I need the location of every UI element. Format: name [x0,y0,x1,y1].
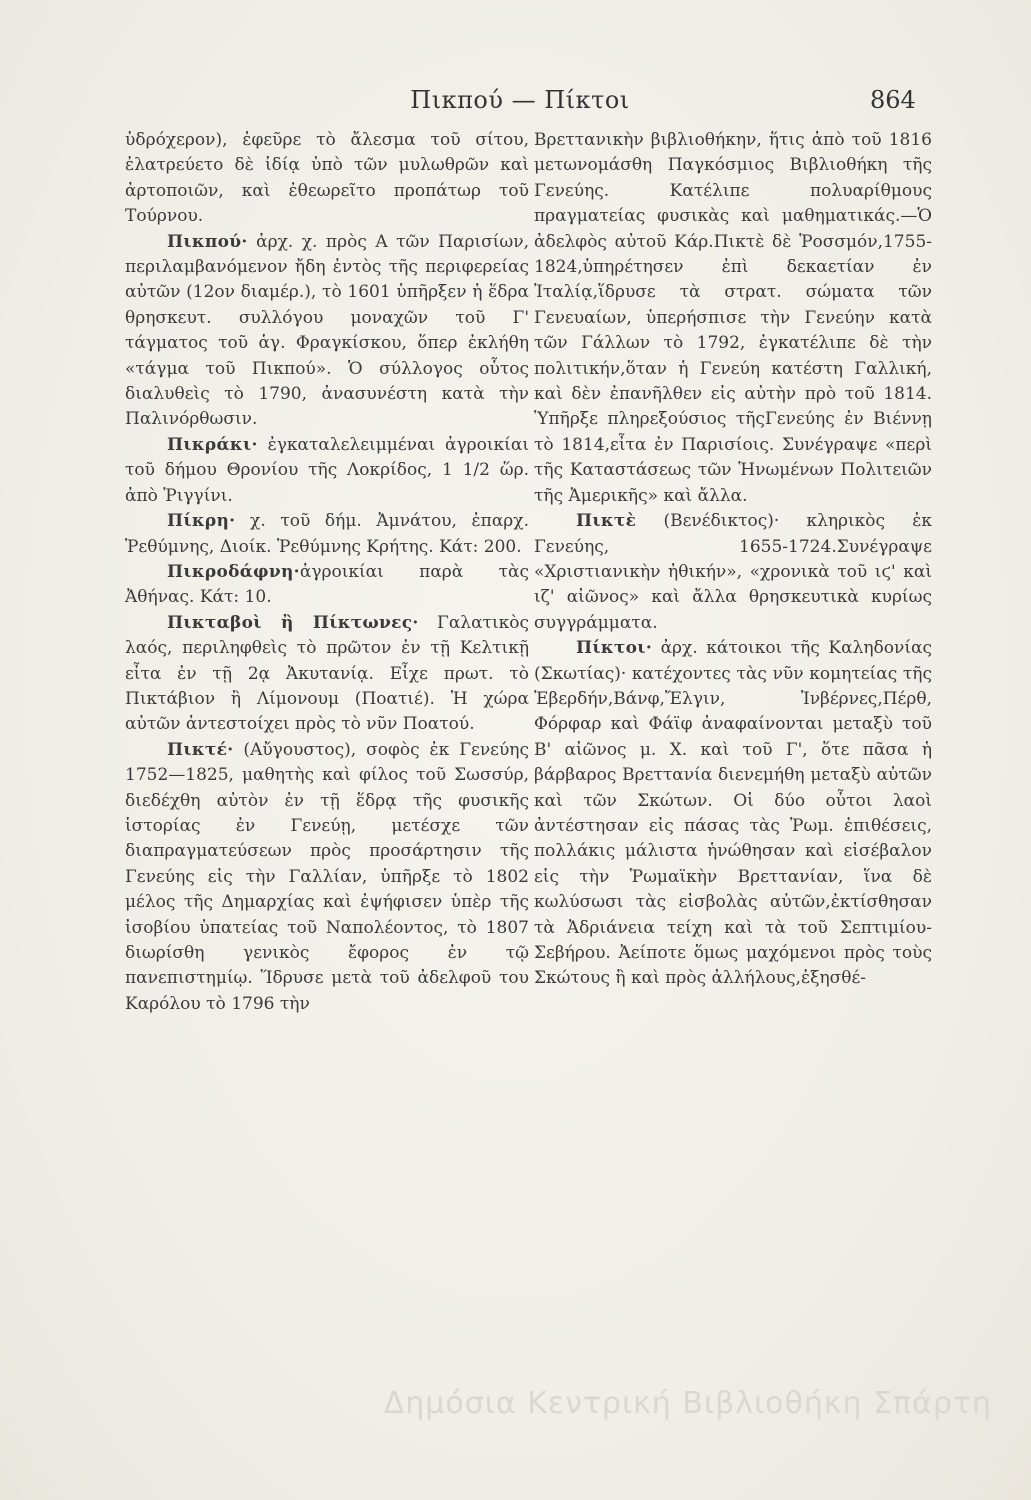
entry-headword: Πικροδάφνη· [167,561,300,582]
entry-pikte-benedictus [534,509,932,636]
library-watermark: Δημόσια Κεντρική Βιβλιοθήκη Σπάρτη [383,1386,992,1421]
entry-headword: Πικπού· [167,231,248,252]
entry-piktoi [534,636,932,992]
entry-text: ὑδρόχερον), ἐφεῦρε τὸ ἄλεσμα τοῦ σίτου, ἐλατρεύετο δὲ ἰδίᾳ ὑπὸ τῶν μυλωθρῶν καὶ ἀρτοποιῶν, καὶ ἐθεωρεῖτο προπάτωρ τοῦ Τούρνου. [125,130,529,227]
entry-text: Βρεττανικὴν βιβλιοθήκην, ἥτις ἀπὸ τοῦ 1816 μετωνομάσθη Παγκόσμιος Βιβλιοθήκη τῆς Γενεύης. Κατέλιπε πολυαρίθμους πραγματείας φυσικὰς καὶ μαθηματικάς.—Ὁ ἀδελφὸς αὐτοῦ Κάρ.Πικτὲ δὲ Ῥοσσμόν,1755-1824,ὑπηρέτησεν ἐπὶ δεκαετίαν ἐν Ἰταλίᾳ,ἵδρυσε τὰ στρατ. σώματα τῶν Γενευαίων, ὑπερήσπισε τὴν Γενεύην κατὰ τῶν Γάλλων τὸ 1792, ἐγκατέλιπε δὲ τὴν πολιτικήν,ὅταν ἡ Γενεύη κατέστη Γαλλική, καὶ δὲν ἐπανῆλθεν εἰς αὐτὴν πρὸ τοῦ 1814. Ὑπῆρξε πληρεξούσιος τῆςΓενεύης ἐν Βιέννῃ τὸ 1814,εἶτα ἐν Παρισίοις. Συνέγραψε «περὶ τῆς Καταστάσεως τῶν Ἡνωμένων Πολιτειῶν τῆς Ἀμερικῆς» καὶ ἄλλα. [534,130,932,506]
entry-text: ἐγκαταλελειμμέναι ἀγροικίαι τοῦ δήμου Θρονίου τῆς Λοκρίδος, 1 1/2 ὥρ. ἀπὸ Ῥιγγίνι. [125,434,529,506]
entry-headword: Πικράκι· [167,434,258,455]
entry-pikri [125,509,529,560]
entry-piktavoi [125,611,529,738]
entry-pikrodafni [125,560,529,611]
entry-continuation [534,128,932,509]
entry-text: ἀρχ. χ. πρὸς Α τῶν Παρισίων, περιλαμβανόμενον ἤδη ἐντὸς τῆς περιφερείας αὐτῶν (12ον διαμέρ.), τὸ 1601 ὑπῆρξεν ἡ ἕδρα θρησκευτ. συλλόγου μοναχῶν τοῦ Γ' τάγματος τοῦ ἁγ. Φραγκίσκου, ὅπερ ἐκλήθη «τάγμα τοῦ Πικπού». Ὁ σύλλογος οὗτος διαλυθεὶς τὸ 1790, ἀνασυνέστη κατὰ τὴν Παλινόρθωσιν. [125,231,529,430]
entry-pikte-augustus [125,738,529,1017]
page-header [0,86,1031,126]
page-number: 864 [870,86,916,114]
entry-text: ἀρχ. κάτοικοι τῆς Καληδονίας (Σκωτίας)· κατέχοντες τὰς νῦν κομητείας τῆς Ἐβερδήν,Βάνφ,Ἔλγιν, Ἰνβέρνες,Πέρθ, Φόρφαρ καὶ Φάϊφ ἀναφαίνονται μεταξὺ τοῦ Β' αἰῶνος μ. Χ. καὶ τοῦ Γ', ὅτε πᾶσα ἡ βάρβαρος Βρεττανία διενεμήθη μεταξὺ αὐτῶν καὶ τῶν Σκώτων. Οἱ δύο οὗτοι λαοὶ ἀντέστησαν εἰς πάσας τὰς Ῥωμ. ἐπιθέσεις, πολλάκις μάλιστα ἡνώθησαν καὶ εἰσέβαλον εἰς τὴν Ῥωμαϊκὴν Βρεττανίαν, ἵνα δὲ κωλύσωσι τὰς εἰσβολὰς αὐτῶν,ἐκτίσθησαν τὰ Ἀδριάνεια τείχη καὶ τὰ τοῦ Σεπτιμίου-Σεβήρου. Ἀείποτε ὅμως μαχόμενοι πρὸς τοὺς Σκώτους ἢ καὶ πρὸς ἀλλήλους,ἐξησθέ- [534,638,932,989]
entry-headword: Πικταβοὶ ἢ Πίκτωνες· [167,612,419,633]
entry-continuation [125,128,529,230]
entry-pikpou [125,230,529,433]
entry-headword: Πίκρη· [167,511,236,532]
entry-headword: Πικτέ· [167,739,234,760]
entry-pikraki [125,433,529,509]
right-column [534,128,932,992]
entry-text: (Βενέδικτος)· κληρικὸς ἐκ Γενεύης, 1655-1724.Συνέγραψε «Χριστιανικὴν ἠθικήν», «χρονικὰ τοῦ ιϛ' καὶ ιζ' αἰῶνος» καὶ ἄλλα θρησκευτικὰ κυρίως συγγράμματα. [534,511,932,633]
left-column [125,128,529,1017]
entry-headword: Πικτὲ [576,511,637,532]
entry-text: ἀγροικίαι παρὰ τὰς Ἀθήνας. Κάτ: 10. [125,561,529,608]
entry-headword: Πίκτοι· [576,638,653,659]
entry-text: (Αὔγουστος), σοφὸς ἐκ Γενεύης 1752—1825, μαθητὴς καὶ φίλος τοῦ Σωσσύρ, διεδέχθη αὐτὸν ἐν τῇ ἕδρᾳ τῆς φυσικῆς ἱστορίας ἐν Γενεύῃ, μετέσχε τῶν διαπραγματεύσεων πρὸς προσάρτησιν τῆς Γενεύης εἰς τὴν Γαλλίαν, ὑπῆρξε τὸ 1802 μέλος τῆς Δημαρχίας καὶ ἐψήφισεν ὑπὲρ τῆς ἰσοβίου ὑπατείας τοῦ Ναπολέοντος, τὸ 1807 διωρίσθη γενικὸς ἔφορος ἐν τῷ πανεπιστημίῳ. Ἵδρυσε μετὰ τοῦ ἀδελφοῦ του Καρόλου τὸ 1796 τὴν [125,739,529,1014]
entry-text: χ. τοῦ δήμ. Ἀμνάτου, ἐπαρχ. Ῥεθύμνης, Διοίκ. Ῥεθύμνης Κρήτης. Κάτ: 200. [125,511,529,557]
entry-text: Γαλατικὸς λαός, περιληφθεὶς τὸ πρῶτον ἐν τῇ Κελτικῇ εἶτα ἐν τῇ 2ᾳ Ἀκυτανίᾳ. Εἶχε πρωτ. τὸ Πικτάβιον ἢ Λίμονουμ (Ποατιέ). Ἡ χώρα αὐτῶν ἀντεστοίχει πρὸς τὸ νῦν Ποατού. [125,612,529,735]
running-title: Πικπού — Πίκτοι [410,86,630,114]
